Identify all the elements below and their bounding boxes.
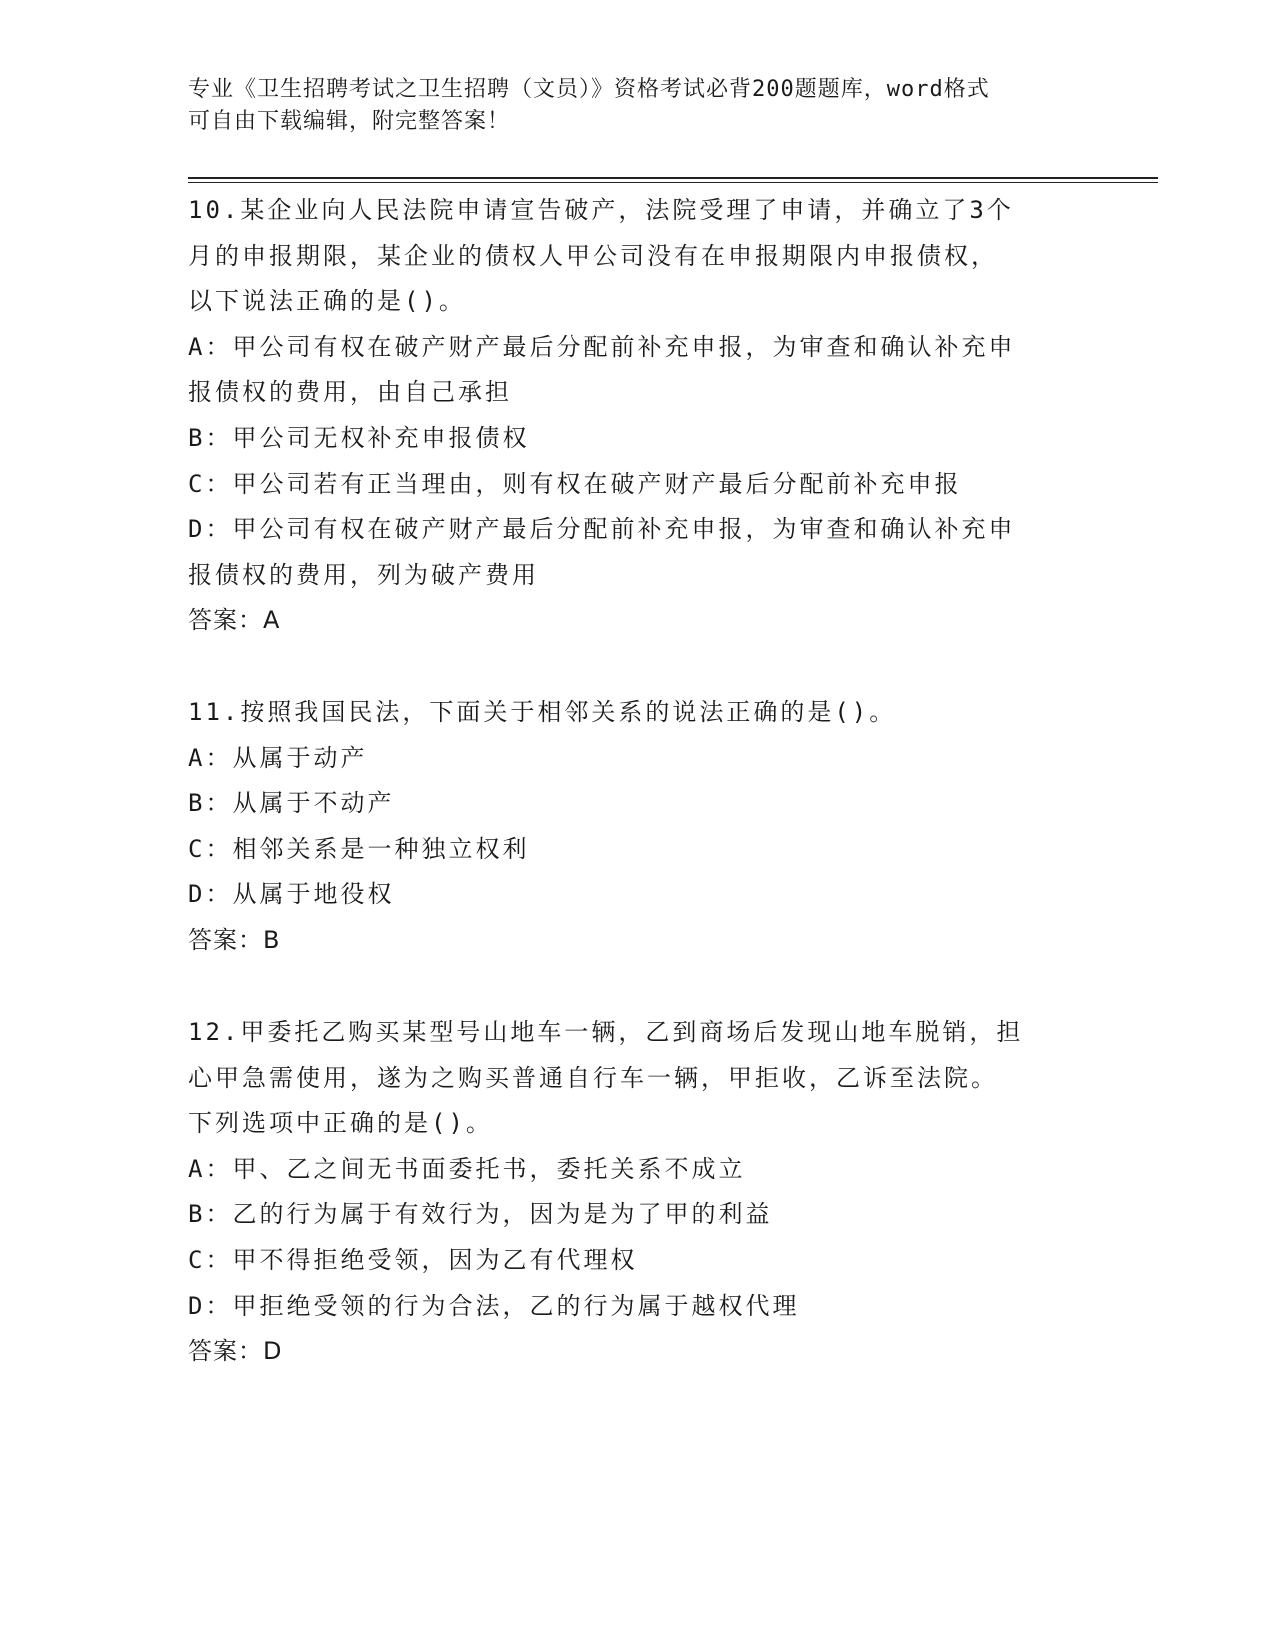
header-divider-thick: [188, 177, 1158, 179]
header-title-line-2: 可自由下载编辑，附完整答案！: [188, 109, 511, 134]
question-stem-line: 以下说法正确的是()。: [188, 287, 466, 316]
question-stem-line: 月的申报期限，某企业的债权人甲公司没有在申报期限内申报债权，: [188, 241, 998, 270]
question-11: [188, 690, 1088, 964]
option-c-line: C：甲不得拒绝受领，因为乙有代理权: [188, 1245, 638, 1274]
option-a-line: A：甲、乙之间无书面委托书，委托关系不成立: [188, 1154, 746, 1183]
option-d-line: D：甲公司有权在破产财产最后分配前补充申报，为审查和确认补充申: [188, 515, 1016, 544]
option-b-line: B：甲公司无权补充申报债权: [188, 423, 530, 452]
option-a-line: A：从属于动产: [188, 743, 368, 772]
document-header: [188, 74, 1088, 138]
option-d-line: D：甲拒绝受领的行为合法，乙的行为属于越权代理: [188, 1291, 800, 1320]
answer-line: 答案：D: [188, 1337, 283, 1366]
question-stem-line: 下列选项中正确的是()。: [188, 1109, 493, 1138]
header-divider-thin: [188, 182, 1158, 183]
option-b-line: B：从属于不动产: [188, 789, 395, 818]
question-stem-line: 心甲急需使用，遂为之购买普通自行车一辆，甲拒收，乙诉至法院。: [188, 1063, 998, 1092]
option-a-line: 报债权的费用，由自己承担: [188, 378, 512, 407]
option-c-line: C：甲公司若有正当理由，则有权在破产财产最后分配前补充申报: [188, 469, 962, 498]
option-b-line: B：乙的行为属于有效行为，因为是为了甲的利益: [188, 1200, 773, 1229]
question-stem-line: 11.按照我国民法，下面关于相邻关系的说法正确的是()。: [188, 698, 897, 726]
option-a-line: A：甲公司有权在破产财产最后分配前补充申报，为审查和确认补充申: [188, 332, 1016, 361]
question-stem-line: 12.甲委托乙购买某型号山地车一辆，乙到商场后发现山地车脱销，担: [188, 1018, 1024, 1046]
question-stem-line: 10.某企业向人民法院申请宣告破产，法院受理了申请，并确立了3个: [188, 196, 1014, 224]
option-d-line: 报债权的费用，列为破产费用: [188, 560, 539, 589]
question-10: [188, 188, 1088, 644]
option-c-line: C：相邻关系是一种独立权利: [188, 834, 530, 863]
answer-line: 答案：A: [188, 606, 281, 635]
question-12: [188, 1010, 1088, 1375]
option-d-line: D：从属于地役权: [188, 880, 395, 909]
answer-line: 答案：B: [188, 925, 281, 954]
header-title-line-1: 专业《卫生招聘考试之卫生招聘（文员）》资格考试必背200题题库，word格式: [188, 77, 990, 102]
